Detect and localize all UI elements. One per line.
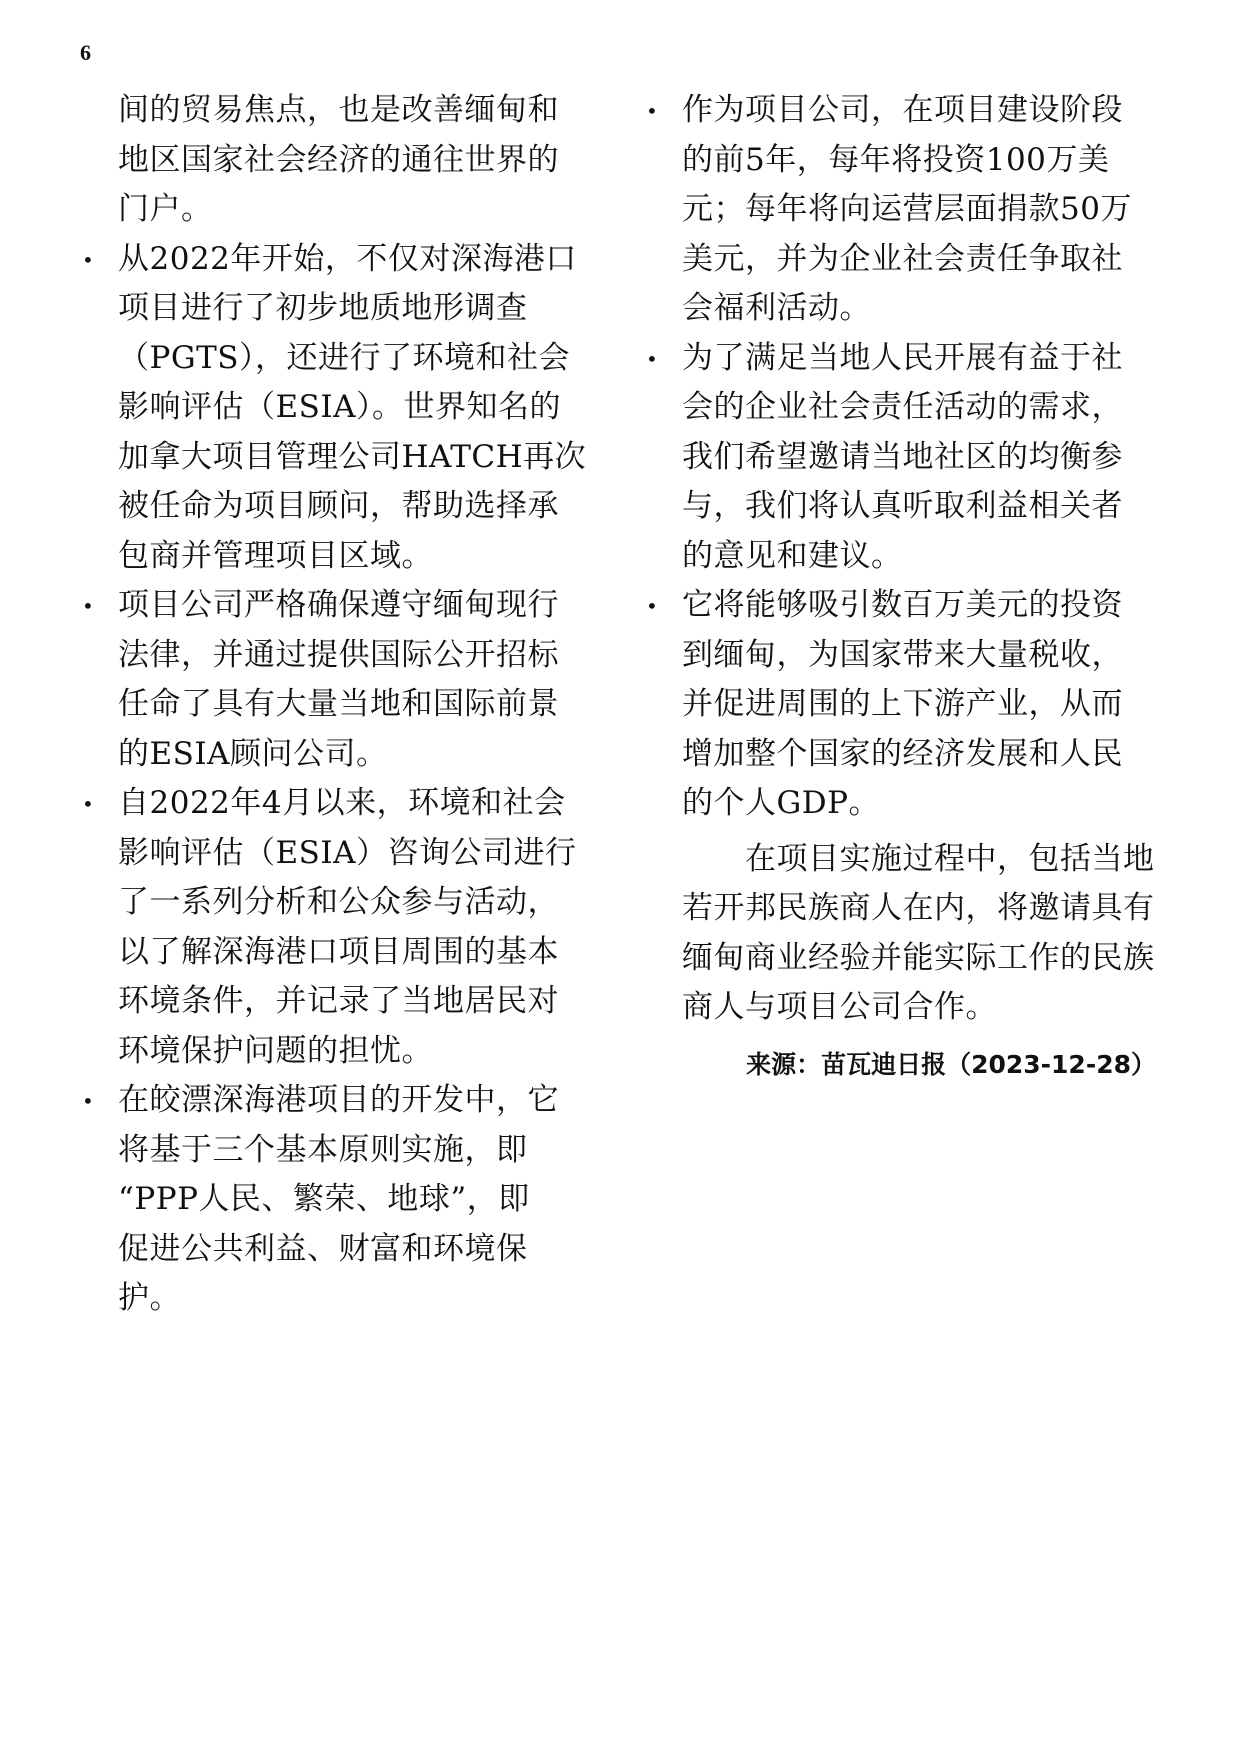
page-number: 6 bbox=[80, 40, 91, 65]
text-line: 环境保护问题的担忧。 bbox=[118, 1032, 433, 1069]
bullet-icon: • bbox=[82, 1089, 95, 1113]
text-line: 自2022年4月以来，环境和社会 • bbox=[118, 779, 603, 829]
text-line: 项目公司严格确保遵守缅甸现行 • bbox=[118, 581, 603, 631]
text-line: 将基于三个基本原则实施，即 bbox=[118, 1131, 528, 1168]
source-citation: 来源：苗瓦迪日报（2023-12-28） bbox=[746, 1050, 1156, 1079]
left-column bbox=[82, 86, 603, 1324]
text-line: 影响评估（ESIA）。世界知名的 bbox=[118, 389, 561, 425]
text-line: 的ESIA顾问公司。 bbox=[118, 735, 388, 772]
paragraph bbox=[682, 835, 1167, 1033]
text-line: 的个人GDP。 bbox=[682, 785, 880, 821]
bullet-item bbox=[82, 581, 603, 779]
bullet-icon: • bbox=[646, 99, 659, 123]
text-line: 法律，并通过提供国际公开招标 bbox=[118, 636, 559, 673]
bullet-item bbox=[646, 581, 1167, 829]
text-line: 项目进行了初步地质地形调查 bbox=[118, 290, 528, 326]
text-line: 元；每年将向运营层面捐款50万 bbox=[682, 191, 1132, 227]
text-line: 作为项目公司，在项目建设阶段 • bbox=[682, 86, 1167, 136]
text-line: （PGTS），还进行了环境和社会 bbox=[118, 339, 571, 376]
text-line: 它将能够吸引数百万美元的投资 • bbox=[682, 581, 1167, 631]
text-line: 在皎漂深海港项目的开发中，它 • bbox=[118, 1076, 603, 1126]
text-line: 促进公共利益、财富和环境保 bbox=[118, 1230, 528, 1267]
bullet-item bbox=[82, 235, 603, 582]
text-line: 从2022年开始，不仅对深海港口 • bbox=[118, 235, 603, 285]
text-line: 任命了具有大量当地和国际前景 bbox=[118, 686, 559, 722]
right-column bbox=[646, 86, 1167, 1033]
bullet-item bbox=[646, 86, 1167, 334]
text-line: 被任命为项目顾问，帮助选择承 bbox=[118, 488, 559, 524]
text-line: 在项目实施过程中，包括当地 bbox=[682, 840, 1155, 877]
bullet-item bbox=[82, 1076, 603, 1324]
text-line: 加拿大项目管理公司HATCH再次 bbox=[118, 438, 587, 475]
text-line: 会的企业社会责任活动的需求， bbox=[682, 389, 1123, 425]
text-line: 影响评估（ESIA）咨询公司进行 bbox=[118, 834, 577, 871]
text-line: 到缅甸，为国家带来大量税收， bbox=[682, 636, 1123, 673]
text-line: 护。 bbox=[118, 1280, 181, 1316]
text-line: 为了满足当地人民开展有益于社 • bbox=[682, 334, 1167, 384]
paragraph bbox=[118, 86, 603, 235]
bullet-icon: • bbox=[646, 594, 659, 618]
text-line: 与，我们将认真听取利益相关者 bbox=[682, 488, 1123, 524]
text-line: 地区国家社会经济的通往世界的 bbox=[118, 141, 559, 178]
text-line: 间的贸易焦点，也是改善缅甸和 bbox=[118, 92, 559, 128]
text-line: 商人与项目公司合作。 bbox=[682, 989, 997, 1025]
text-line: 缅甸商业经验并能实际工作的民族 bbox=[682, 939, 1155, 976]
text-line: 会福利活动。 bbox=[682, 290, 871, 326]
text-line: 我们希望邀请当地社区的均衡参 bbox=[682, 438, 1123, 475]
bullet-icon: • bbox=[82, 792, 95, 816]
bullet-icon: • bbox=[82, 247, 95, 272]
text-line: 若开邦民族商人在内，将邀请具有 bbox=[682, 890, 1155, 926]
text-line: 的意见和建议。 bbox=[682, 537, 903, 574]
bullet-item bbox=[82, 779, 603, 1076]
text-line: 环境条件，并记录了当地居民对 bbox=[118, 983, 559, 1019]
text-line: 美元，并为企业社会责任争取社 bbox=[682, 240, 1123, 277]
text-line: 并促进周围的上下游产业，从而 bbox=[682, 686, 1123, 722]
bullet-icon: • bbox=[82, 594, 95, 618]
text-line: 增加整个国家的经济发展和人民 bbox=[682, 735, 1123, 772]
text-line: 包商并管理项目区域。 bbox=[118, 537, 433, 574]
text-line: 了一系列分析和公众参与活动， bbox=[118, 884, 559, 920]
bullet-item bbox=[646, 334, 1167, 582]
bullet-icon: • bbox=[646, 346, 659, 371]
text-line: 门户。 bbox=[118, 191, 213, 227]
text-line: “PPP人民、繁荣、地球”，即 bbox=[118, 1181, 530, 1217]
text-line: 以了解深海港口项目周围的基本 bbox=[118, 933, 559, 970]
text-line: 的前5年，每年将投资100万美 bbox=[682, 141, 1110, 178]
